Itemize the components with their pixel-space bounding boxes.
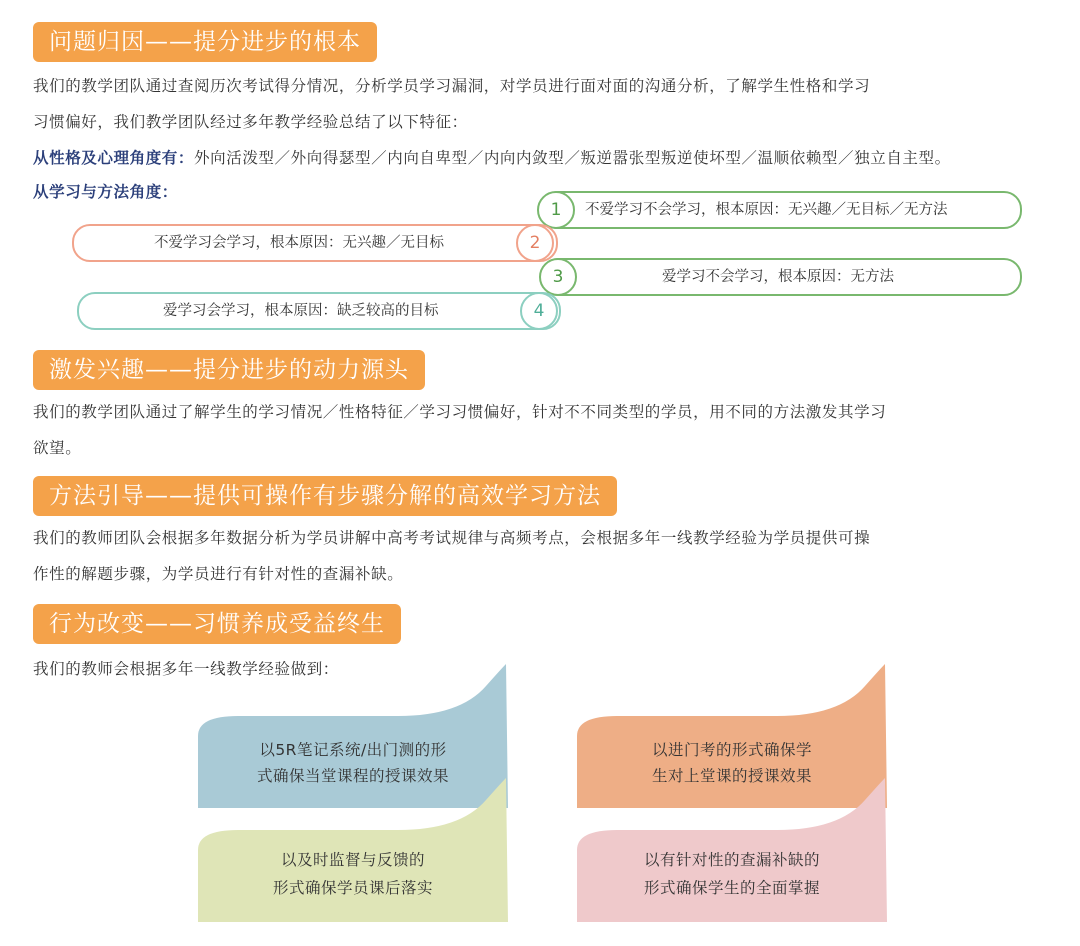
section1-paragraph-line1: 我们的教学团队通过查阅历次考试得分情况，分析学员学习漏洞，对学员进行面对面的沟通分析，了解学生性格和学习 (33, 77, 871, 95)
reason-pill-1-text: 不爱学习不会学习，根本原因：无兴趣／无目标／无方法 (585, 202, 948, 218)
section3-paragraph-line1: 我们的教师团队会根据多年数据分析为学员讲解中高考考试规律与高频考点，会根据多年一线教学经验为学员提供可操 (33, 529, 871, 547)
reason-pill-2-text: 不爱学习会学习，根本原因：无兴趣／无目标 (154, 235, 444, 251)
method-block-entrance-test-line1: 以进门考的形式确保学 (651, 741, 812, 759)
method-block-supervision (198, 778, 508, 922)
section1-paragraph-line2: 习惯偏好，我们教学团队经过多年教学经验总结了以下特征： (33, 113, 468, 131)
section-header-method-guidance: 方法引导——提供可操作有步骤分解的高效学习方法 (33, 476, 617, 516)
method-block-supervision-line1: 以及时监督与反馈的 (280, 851, 425, 869)
section-header-problem-attribution: 问题归因——提分进步的根本 (33, 22, 377, 62)
method-block-entrance-test-line2: 生对上堂课的授课效果 (651, 767, 812, 785)
section-header-stimulate-interest: 激发兴趣——提分进步的动力源头 (33, 350, 425, 390)
reason-number-4: 4 (520, 292, 558, 330)
reason-number-1: 1 (537, 191, 575, 229)
reason-pill-4 (77, 292, 561, 330)
reason-pill-1 (540, 191, 1022, 229)
personality-line (33, 140, 1053, 176)
method-block-notes-line2: 式确保当堂课程的授课效果 (256, 767, 449, 785)
section4-paragraph: 我们的教师会根据多年一线教学经验做到： (33, 660, 339, 678)
personality-label: 从性格及心理角度有： (33, 149, 195, 167)
study-method-label: 从学习与方法角度： (33, 183, 178, 201)
reason-pill-4-text: 爱学习会学习，根本原因：缺乏较高的目标 (163, 303, 439, 319)
section-header-behavior-change: 行为改变——习惯养成受益终生 (33, 604, 401, 644)
reason-pill-3-text: 爱学习不会学习，根本原因：无方法 (662, 269, 894, 285)
reason-number-3: 3 (539, 258, 577, 296)
section2-paragraph-line2: 欲望。 (33, 439, 82, 457)
reason-pill-2 (72, 224, 558, 262)
personality-text: 外向活泼型／外向得瑟型／内向自卑型／内向内敛型／叛逆嚣张型叛逆使坏型／温顺依赖型／独立自主型。 (194, 149, 951, 167)
section2-paragraph-line1: 我们的教学团队通过了解学生的学习情况／性格特征／学习习惯偏好，针对不不同类型的学员，用不同的方法激发其学习 (33, 403, 887, 421)
method-block-supervision-line2: 形式确保学员课后落实 (272, 879, 433, 897)
method-block-gap-filling-line1: 以有针对性的查漏补缺的 (643, 851, 820, 869)
reason-pill-3 (540, 258, 1022, 296)
section3-paragraph-line2: 作性的解题步骤，为学员进行有针对性的查漏补缺。 (33, 565, 404, 583)
reason-number-2: 2 (516, 224, 554, 262)
method-block-gap-filling (577, 778, 887, 922)
method-block-notes-line1: 以5R笔记系统/出门测的形 (259, 741, 447, 759)
method-block-gap-filling-line2: 形式确保学生的全面掌握 (643, 879, 820, 897)
